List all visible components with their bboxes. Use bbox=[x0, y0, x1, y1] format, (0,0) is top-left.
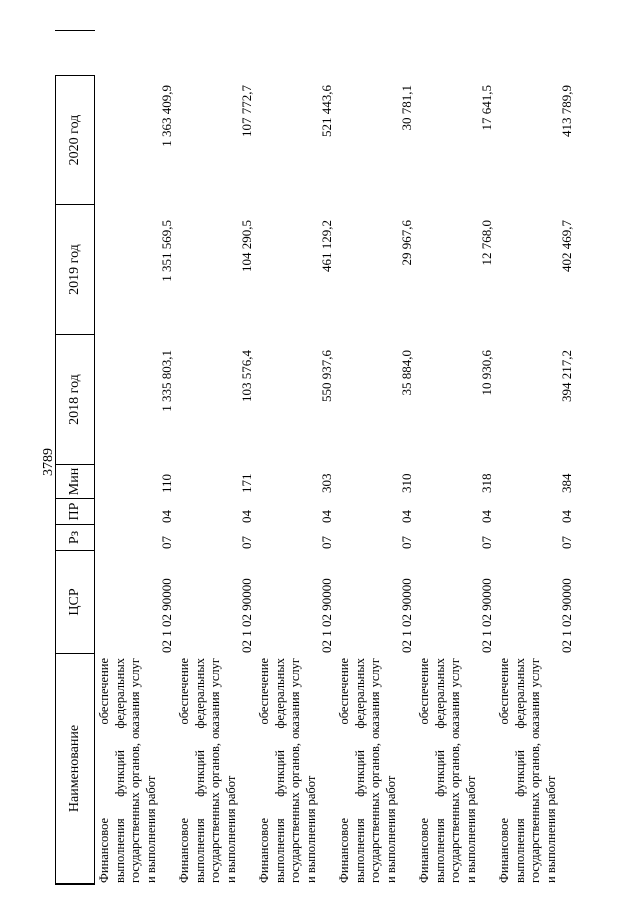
cell-rz: 07 bbox=[319, 536, 334, 549]
cell-rz: 07 bbox=[239, 536, 254, 549]
cell-2019: 402 469,7 bbox=[559, 220, 574, 272]
cell-2020: 521 443,6 bbox=[319, 85, 334, 137]
table-header bbox=[55, 30, 95, 885]
name-word: Финансовое bbox=[497, 817, 511, 883]
rotated-page bbox=[55, 30, 580, 885]
budget-table bbox=[55, 30, 580, 885]
table-row bbox=[335, 30, 417, 885]
cell-2018: 35 884,0 bbox=[399, 350, 414, 396]
header-csr: ЦСР bbox=[55, 550, 95, 654]
name-rest: выполнения функций федеральных государственных органов, оказания услуг и выполнения работ bbox=[192, 658, 238, 883]
cell-pr: 04 bbox=[319, 510, 334, 523]
name-word: обеспечение bbox=[257, 658, 271, 725]
name-word: обеспечение bbox=[337, 658, 351, 725]
name-word: Финансовое bbox=[97, 817, 111, 883]
cell-pr: 04 bbox=[559, 510, 574, 523]
row-name bbox=[417, 658, 479, 883]
cell-2020: 17 641,5 bbox=[479, 85, 494, 131]
cell-pr: 04 bbox=[399, 510, 414, 523]
row-name bbox=[337, 658, 399, 883]
name-word: Финансовое bbox=[177, 817, 191, 883]
header-pr: ПР bbox=[55, 498, 95, 525]
page-number: 3789 bbox=[41, 448, 56, 476]
header-2018: 2018 год bbox=[55, 334, 95, 465]
cell-csr: 02 1 02 90000 bbox=[479, 578, 494, 653]
cell-2019: 461 129,2 bbox=[319, 220, 334, 272]
cell-2018: 394 217,2 bbox=[559, 350, 574, 402]
header-min: Мин bbox=[55, 464, 95, 499]
table-row bbox=[415, 30, 497, 885]
cell-2018: 550 937,6 bbox=[319, 350, 334, 402]
name-rest: выполнения функций федеральных государственных органов, оказания услуг и выполнения работ bbox=[112, 658, 158, 883]
name-word: Финансовое bbox=[257, 817, 271, 883]
cell-2019: 12 768,0 bbox=[479, 220, 494, 266]
cell-csr: 02 1 02 90000 bbox=[399, 578, 414, 653]
cell-min: 318 bbox=[479, 473, 494, 493]
table-row bbox=[495, 30, 577, 885]
row-name bbox=[177, 658, 239, 883]
name-word: обеспечение bbox=[177, 658, 191, 725]
name-rest: выполнения функций федеральных государственных органов, оказания услуг и выполнения работ bbox=[432, 658, 478, 883]
cell-csr: 02 1 02 90000 bbox=[319, 578, 334, 653]
cell-min: 310 bbox=[399, 473, 414, 493]
name-word: обеспечение bbox=[97, 658, 111, 725]
row-name bbox=[257, 658, 319, 883]
cell-min: 384 bbox=[559, 473, 574, 493]
cell-rz: 07 bbox=[159, 536, 174, 549]
table-row bbox=[95, 30, 177, 885]
header-2020: 2020 год bbox=[55, 75, 95, 205]
cell-csr: 02 1 02 90000 bbox=[559, 578, 574, 653]
cell-2018: 1 335 803,1 bbox=[159, 350, 174, 412]
cell-2020: 30 781,1 bbox=[399, 85, 414, 131]
cell-2020: 413 789,9 bbox=[559, 85, 574, 137]
name-rest: выполнения функций федеральных государственных органов, оказания услуг и выполнения работ bbox=[352, 658, 398, 883]
name-rest: выполнения функций федеральных государственных органов, оказания услуг и выполнения работ bbox=[512, 658, 558, 883]
cell-pr: 04 bbox=[239, 510, 254, 523]
row-name bbox=[497, 658, 559, 883]
header-2019: 2019 год bbox=[55, 204, 95, 335]
cell-2019: 1 351 569,5 bbox=[159, 220, 174, 282]
name-word: обеспечение bbox=[417, 658, 431, 725]
cell-rz: 07 bbox=[399, 536, 414, 549]
cell-csr: 02 1 02 90000 bbox=[239, 578, 254, 653]
cell-csr: 02 1 02 90000 bbox=[159, 578, 174, 653]
cell-2019: 104 290,5 bbox=[239, 220, 254, 272]
cell-2020: 1 363 409,9 bbox=[159, 85, 174, 147]
table-row bbox=[255, 30, 337, 885]
row-name bbox=[97, 658, 159, 883]
name-rest: выполнения функций федеральных государственных органов, оказания услуг и выполнения работ bbox=[272, 658, 318, 883]
cell-min: 303 bbox=[319, 473, 334, 493]
header-rz: Рз bbox=[55, 524, 95, 551]
name-word: Финансовое bbox=[337, 817, 351, 883]
cell-2020: 107 772,7 bbox=[239, 85, 254, 137]
name-word: обеспечение bbox=[497, 658, 511, 725]
name-word: Финансовое bbox=[417, 817, 431, 883]
cell-pr: 04 bbox=[159, 510, 174, 523]
cell-min: 110 bbox=[159, 473, 174, 493]
table-row bbox=[175, 30, 257, 885]
cell-2018: 10 930,6 bbox=[479, 350, 494, 396]
cell-min: 171 bbox=[239, 473, 254, 493]
cell-rz: 07 bbox=[559, 536, 574, 549]
header-name: Наименование bbox=[55, 653, 95, 884]
cell-rz: 07 bbox=[479, 536, 494, 549]
cell-pr: 04 bbox=[479, 510, 494, 523]
cell-2019: 29 967,6 bbox=[399, 220, 414, 266]
cell-2018: 103 576,4 bbox=[239, 350, 254, 402]
